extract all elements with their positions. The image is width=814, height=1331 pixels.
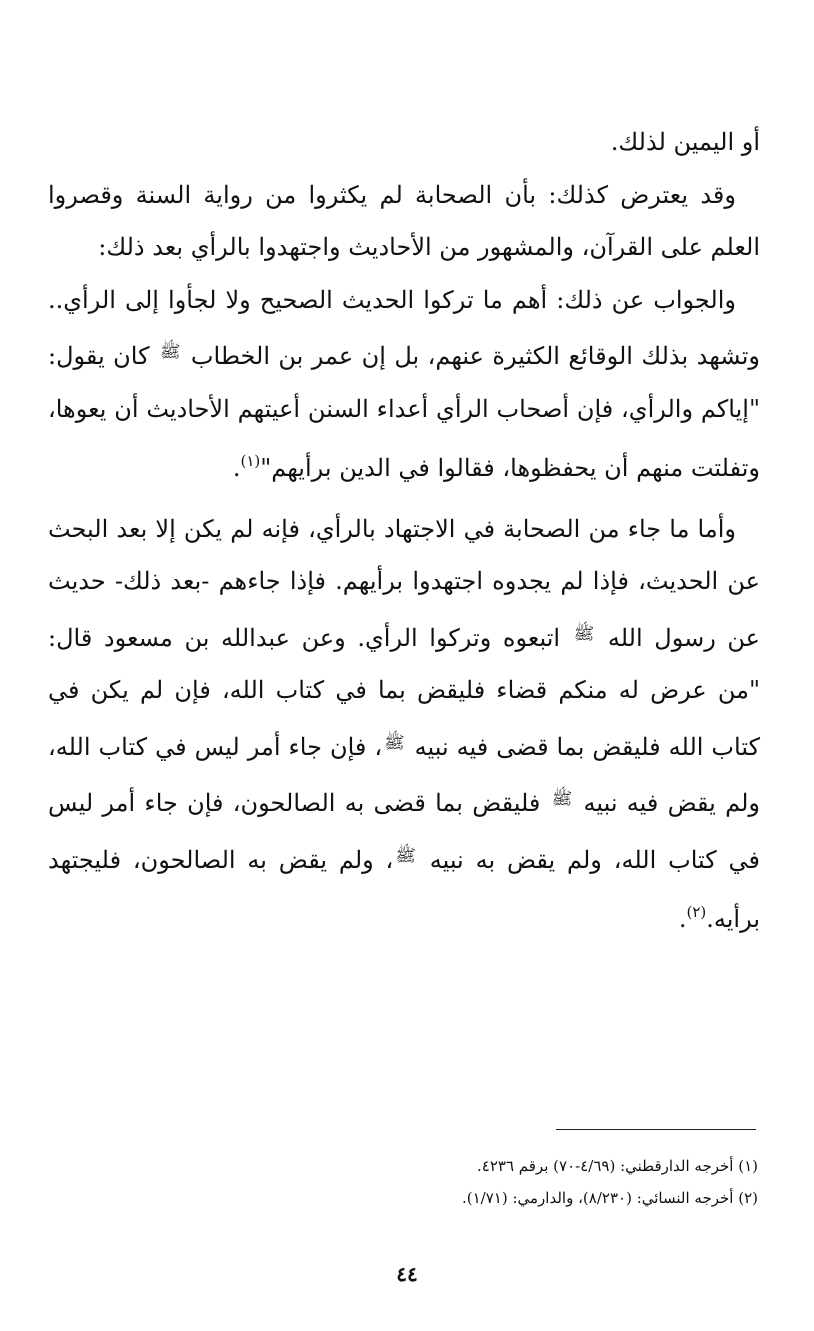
paragraph-text: كان يقول: "إياكم والرأي، فإن أصحاب الرأي أعداء السنن أعيتهم الأحاديث أن يعوها، وتفلتت منهم أن يحفظوها، فقالوا في الدين برأيهم": [48, 342, 760, 482]
paragraph-text: فليقض بما قضى به الصالحون، فإن جاء أمر ليس في كتاب الله، ولم يقض به نبيه: [48, 789, 760, 874]
footnote-reference-1[interactable]: (١): [240, 452, 261, 470]
paragraph-continuation: [48, 116, 760, 169]
paragraph-text: وأما ما جاء من الصحابة في الاجتهاد بالرأي، فإنه لم يكن إلا بعد البحث عن الحديث، فإذا لم يجدوه اجتهدوا برأيهم. فإذا جاءهم -بعد ذلك- حديث عن رسول الله: [48, 514, 761, 652]
salawat-glyph: ﷺ: [551, 789, 573, 809]
paragraph-text: وقد يعترض كذلك: بأن الصحابة لم يكثروا من رواية السنة وقصروا العلم على القرآن، والمشهور من الأحاديث واجتهدوا بالرأي بعد ذلك:: [48, 180, 760, 261]
footnote-2: (٢) أخرجه النسائي: (٨/٢٣٠)، والدارمي: (١/٧١).: [461, 1189, 758, 1207]
salawat-glyph: ﷺ: [573, 623, 595, 644]
main-text: [48, 116, 760, 946]
paragraph-objection: [48, 169, 760, 274]
footnotes: [48, 1150, 758, 1214]
paragraph-text: أو اليمين لذلك.: [610, 128, 760, 156]
paragraph-text: ، فإن جاء أمر ليس في كتاب الله، ولم يقض فيه نبيه: [48, 732, 760, 817]
paragraph-text: والجواب عن ذلك: أهم ما تركوا الحديث الصحيح ولا لجأوا إلى الرأي.. وتشهد بذلك الوقائع الكثيرة عنهم، بل إن عمر بن الخطاب: [48, 285, 760, 370]
footnote-1: (١) أخرجه الدارقطني: (٤/٦٩-٧٠) برقم ٤٢٣٦.: [477, 1157, 758, 1175]
paragraph-answer: [48, 274, 760, 495]
paragraph-ijtihad: [48, 503, 760, 946]
honorific-glyph: ﷺ: [159, 342, 181, 362]
paragraph-end: .: [678, 905, 687, 933]
salawat-glyph: ﷺ: [384, 732, 405, 753]
footnote-reference-2[interactable]: (٢): [686, 903, 707, 921]
paragraph-end: .: [232, 454, 241, 482]
salawat-glyph: ﷺ: [395, 845, 416, 866]
footnote-separator: [556, 1129, 756, 1130]
paragraph-text: ، ولم يقض به الصالحون، فليجتهد برأيه.: [48, 845, 760, 933]
paragraph-text: اتبعوه وتركوا الرأي. وعن عبدالله بن مسعود قال: "من عرض له منكم قضاء فليقض بما في كتاب الله، فإن لم يكن في كتاب الله فليقض بما قضى فيه نبيه: [48, 623, 760, 761]
page-number: ٤٤: [396, 1262, 418, 1286]
